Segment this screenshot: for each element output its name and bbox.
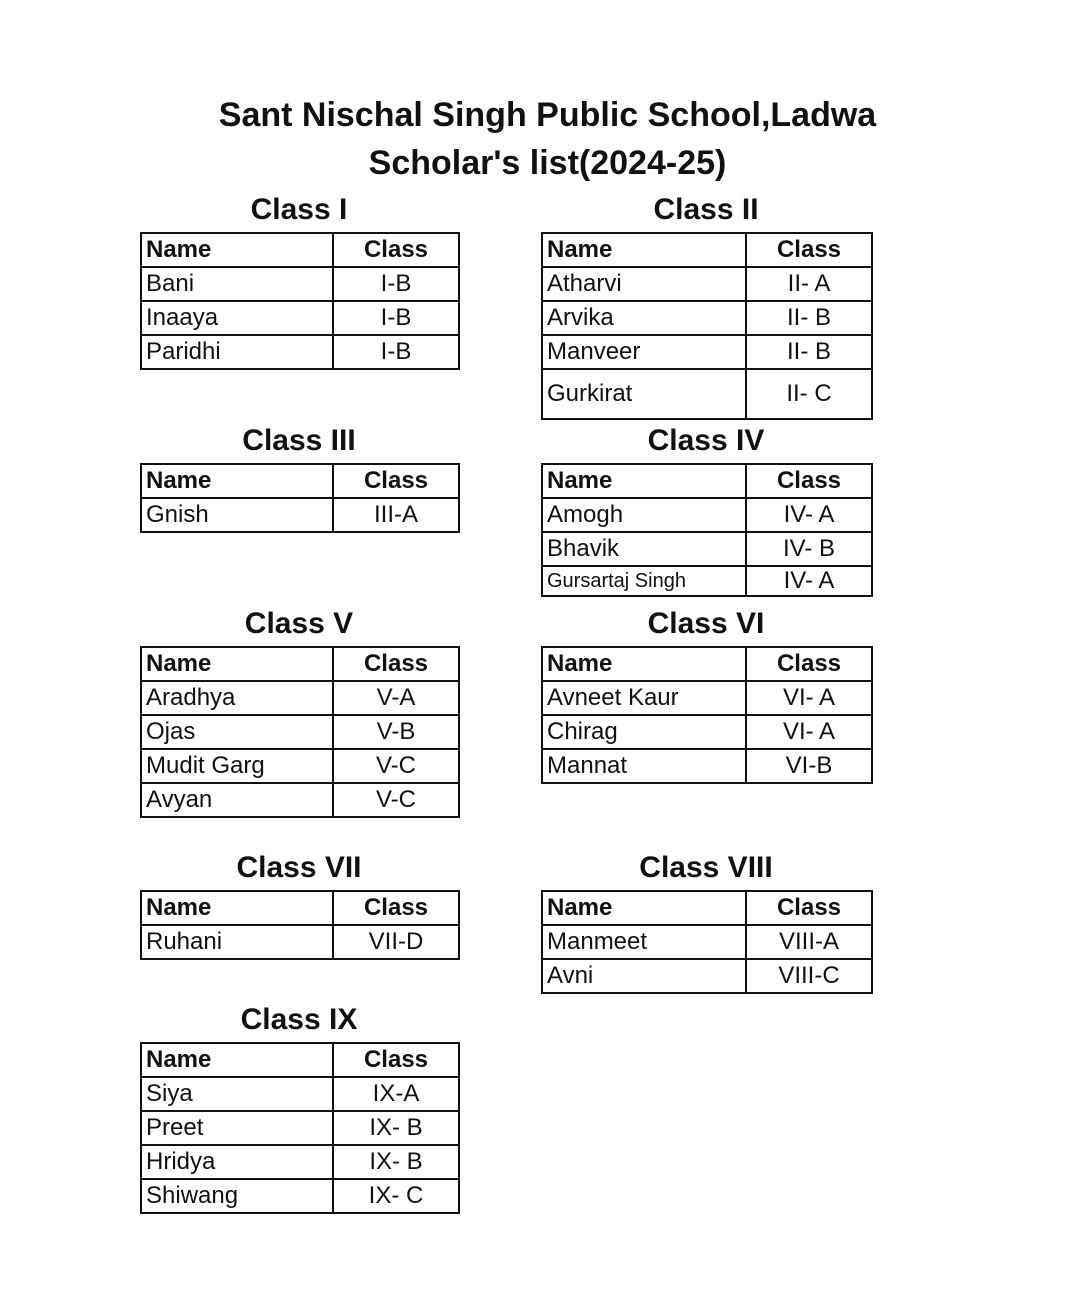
- table-row: [141, 1145, 459, 1179]
- table-row: [542, 959, 872, 993]
- student-class: IX- C: [333, 1179, 459, 1213]
- column-header-class: Class: [333, 891, 459, 925]
- column-header-class: Class: [333, 233, 459, 267]
- table-header-row: [542, 233, 872, 267]
- student-class: I-B: [333, 335, 459, 369]
- table-row: [141, 749, 459, 783]
- column-header-class: Class: [746, 233, 872, 267]
- column-header-name: Name: [542, 233, 746, 267]
- section-title-class-ix: Class IX: [240, 1003, 358, 1036]
- table-row: [542, 681, 872, 715]
- student-class: III-A: [333, 498, 459, 532]
- student-class: I-B: [333, 301, 459, 335]
- table-header-row: [542, 647, 872, 681]
- student-name: Hridya: [141, 1145, 333, 1179]
- school-name: Sant Nischal Singh Public School,Ladwa: [218, 96, 877, 134]
- student-name: Mannat: [542, 749, 746, 783]
- student-name: Amogh: [542, 498, 746, 532]
- table-row: [542, 498, 872, 532]
- table-class-ii: [541, 232, 873, 420]
- student-class: I-B: [333, 267, 459, 301]
- column-header-name: Name: [542, 464, 746, 498]
- column-header-class: Class: [746, 464, 872, 498]
- student-class: V-C: [333, 783, 459, 817]
- student-name: Shiwang: [141, 1179, 333, 1213]
- table-class-v: [140, 646, 460, 818]
- table-row: [141, 681, 459, 715]
- student-name: Ruhani: [141, 925, 333, 959]
- column-header-class: Class: [333, 464, 459, 498]
- student-class: V-A: [333, 681, 459, 715]
- section-title-class-vi: Class VI: [647, 607, 765, 640]
- section-title-class-v: Class V: [244, 607, 354, 640]
- student-class: IX-A: [333, 1077, 459, 1111]
- table-row: [542, 749, 872, 783]
- section-title-class-iv: Class IV: [647, 424, 765, 457]
- student-class: V-B: [333, 715, 459, 749]
- table-row: [141, 335, 459, 369]
- table-header-row: [141, 233, 459, 267]
- table-class-vii: [140, 890, 460, 960]
- section-title-class-vii: Class VII: [236, 851, 362, 884]
- student-name: Ojas: [141, 715, 333, 749]
- table-class-viii: [541, 890, 873, 994]
- table-row: [141, 498, 459, 532]
- list-title: Scholar's list(2024-25): [368, 144, 727, 182]
- student-class: VI- A: [746, 715, 872, 749]
- student-name: Gursartaj Singh: [542, 566, 746, 596]
- column-header-class: Class: [746, 647, 872, 681]
- column-header-name: Name: [141, 891, 333, 925]
- student-name: Siya: [141, 1077, 333, 1111]
- student-class: IV- A: [746, 498, 872, 532]
- student-class: II- C: [746, 369, 872, 419]
- table-row: [141, 925, 459, 959]
- column-header-class: Class: [746, 891, 872, 925]
- table-header-row: [141, 464, 459, 498]
- table-row: [141, 1077, 459, 1111]
- student-name: Preet: [141, 1111, 333, 1145]
- student-name: Chirag: [542, 715, 746, 749]
- student-class: IX- B: [333, 1145, 459, 1179]
- table-row: [542, 335, 872, 369]
- column-header-name: Name: [141, 464, 333, 498]
- table-row: [542, 715, 872, 749]
- student-name: Inaaya: [141, 301, 333, 335]
- student-class: V-C: [333, 749, 459, 783]
- student-name: Avni: [542, 959, 746, 993]
- table-class-iii: [140, 463, 460, 533]
- student-name: Aradhya: [141, 681, 333, 715]
- student-name: Arvika: [542, 301, 746, 335]
- student-class: II- B: [746, 335, 872, 369]
- table-row: [141, 783, 459, 817]
- table-header-row: [542, 891, 872, 925]
- table-header-row: [141, 891, 459, 925]
- student-name: Manmeet: [542, 925, 746, 959]
- table-class-ix: [140, 1042, 460, 1214]
- column-header-name: Name: [542, 647, 746, 681]
- table-row: [542, 566, 872, 596]
- student-name: Mudit Garg: [141, 749, 333, 783]
- column-header-class: Class: [333, 1043, 459, 1077]
- student-name: Avyan: [141, 783, 333, 817]
- table-row: [141, 301, 459, 335]
- table-class-iv: [541, 463, 873, 597]
- student-name: Bani: [141, 267, 333, 301]
- column-header-name: Name: [542, 891, 746, 925]
- student-class: IV- B: [746, 532, 872, 566]
- table-row: [141, 715, 459, 749]
- student-name: Avneet Kaur: [542, 681, 746, 715]
- table-row: [542, 369, 872, 419]
- student-class: IX- B: [333, 1111, 459, 1145]
- table-header-row: [141, 647, 459, 681]
- student-class: II- A: [746, 267, 872, 301]
- table-row: [542, 267, 872, 301]
- column-header-class: Class: [333, 647, 459, 681]
- student-name: Bhavik: [542, 532, 746, 566]
- student-class: II- B: [746, 301, 872, 335]
- table-header-row: [542, 464, 872, 498]
- student-name: Gnish: [141, 498, 333, 532]
- student-class: VI- A: [746, 681, 872, 715]
- student-name: Manveer: [542, 335, 746, 369]
- table-class-vi: [541, 646, 873, 784]
- section-title-class-iii: Class III: [242, 424, 356, 457]
- table-row: [141, 267, 459, 301]
- student-name: Gurkirat: [542, 369, 746, 419]
- table-row: [542, 301, 872, 335]
- table-row: [141, 1111, 459, 1145]
- column-header-name: Name: [141, 233, 333, 267]
- student-class: IV- A: [746, 566, 872, 596]
- table-class-i: [140, 232, 460, 370]
- table-row: [542, 925, 872, 959]
- student-class: VIII-C: [746, 959, 872, 993]
- section-title-class-viii: Class VIII: [639, 851, 773, 884]
- student-name: Paridhi: [141, 335, 333, 369]
- section-title-class-i: Class I: [250, 193, 348, 226]
- column-header-name: Name: [141, 1043, 333, 1077]
- student-class: VIII-A: [746, 925, 872, 959]
- table-row: [542, 532, 872, 566]
- column-header-name: Name: [141, 647, 333, 681]
- student-name: Atharvi: [542, 267, 746, 301]
- student-class: VII-D: [333, 925, 459, 959]
- table-header-row: [141, 1043, 459, 1077]
- table-row: [141, 1179, 459, 1213]
- section-title-class-ii: Class II: [653, 193, 759, 226]
- student-class: VI-B: [746, 749, 872, 783]
